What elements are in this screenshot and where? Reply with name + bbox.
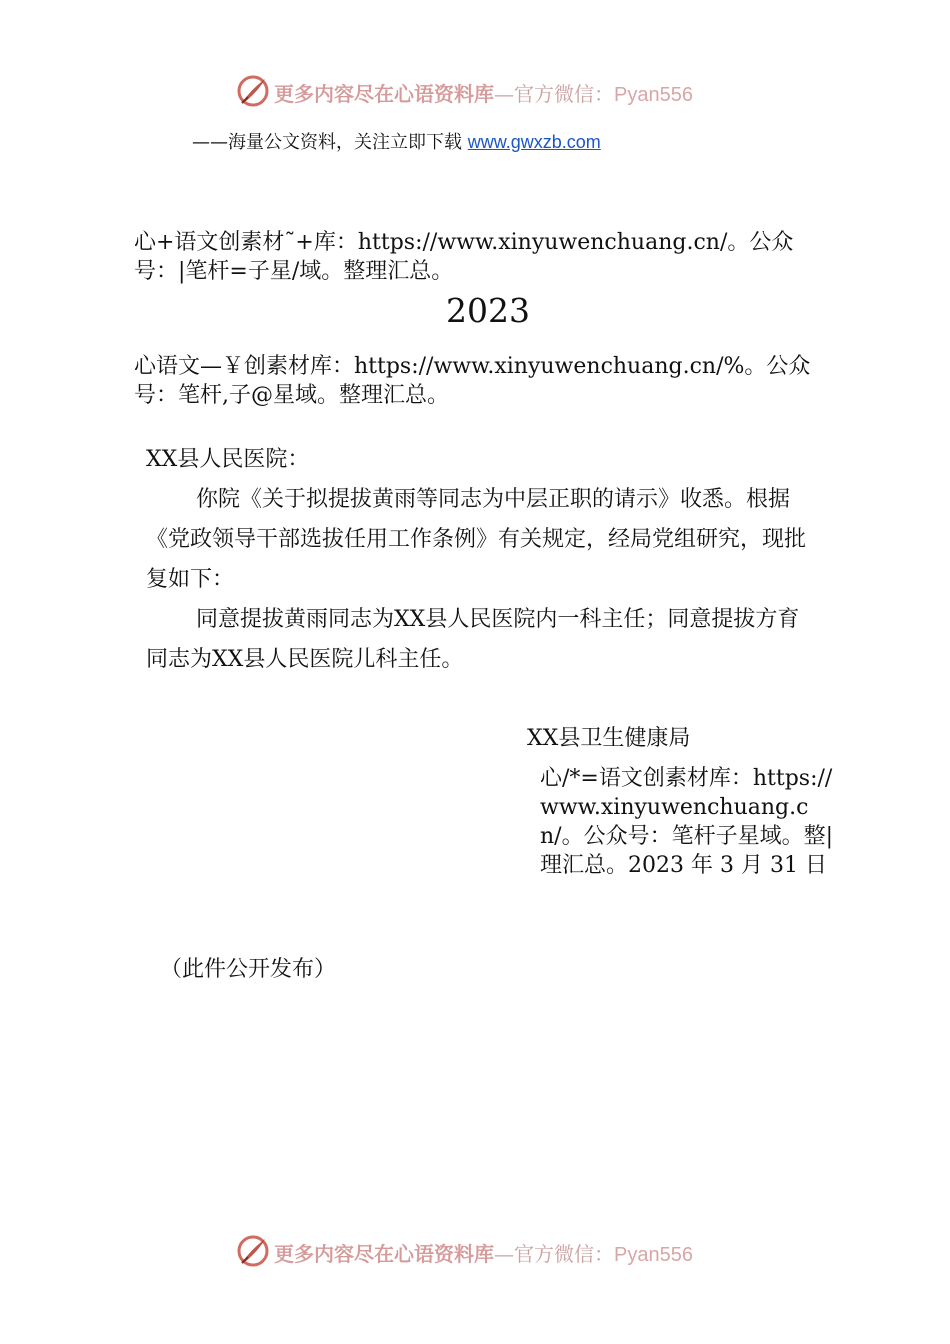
download-subline xyxy=(192,128,601,154)
banner-main-text: 更多内容尽在心语资料库 xyxy=(274,1242,494,1266)
banner-wechat-label: 官方微信： xyxy=(514,82,614,106)
issuer-name: XX县卫生健康局 xyxy=(527,726,691,751)
letter-paragraph-1: 你院《关于拟提拔黄雨等同志为中层正职的请示》收悉。根据《党政领导干部选拔任用工作条例》有关规定，经局党组研究，现批复如下： xyxy=(146,487,807,592)
publication-notice: （此件公开发布） xyxy=(160,957,337,982)
download-link[interactable]: www.gwxzb.com xyxy=(467,132,601,152)
signature-watermark-date: 心/*=语文创素材库：https://www.xinyuwenchuang.cn/。公众号：笔杆子星域。整|理汇总。2023 年 3 月 31 日 xyxy=(540,766,833,878)
header-banner-text xyxy=(274,78,693,107)
header-banner xyxy=(0,72,950,112)
banner-dash: — xyxy=(494,82,514,106)
quill-logo-icon xyxy=(236,1234,270,1268)
watermark-paragraph-1: 心+语文创素材˜+库：https://www.xinyuwenchuang.cn/。公众号：|笔杆=子星/域。整理汇总。 xyxy=(134,230,794,284)
letter-paragraph-2: 同意提拔黄雨同志为XX县人民医院内一科主任；同意提拔方育同志为XX县人民医院儿科主任。 xyxy=(146,607,800,672)
banner-wechat-id: Pyan556 xyxy=(614,84,693,106)
footer-banner xyxy=(0,1232,950,1272)
letter-salutation: XX县人民医院： xyxy=(146,447,310,472)
banner-main-text: 更多内容尽在心语资料库 xyxy=(274,82,494,106)
footer-banner-text xyxy=(274,1238,693,1267)
banner-wechat-label: 官方微信： xyxy=(514,1242,614,1266)
banner-dash: — xyxy=(494,1242,514,1266)
watermark-paragraph-2: 心语文—￥创素材库：https://www.xinyuwenchuang.cn/%。公众号：笔杆,子@星域。整理汇总。 xyxy=(134,354,811,408)
letter-body xyxy=(146,440,806,680)
document-year: 2023 xyxy=(446,291,530,330)
banner-wechat-id: Pyan556 xyxy=(614,1244,693,1266)
quill-logo-icon xyxy=(236,74,270,108)
subline-text: ——海量公文资料，关注立即下载 xyxy=(192,132,468,153)
